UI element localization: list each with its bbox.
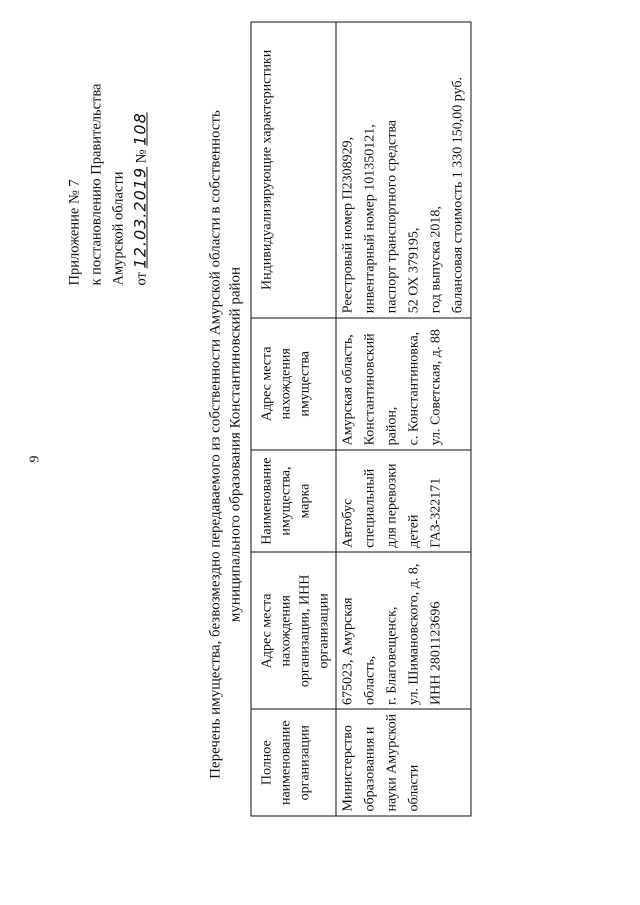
cell-line: район, [384, 406, 400, 446]
cell-line: ул. Советская, д. 88 [428, 329, 444, 446]
cell-line: балансовая стоимость 1 330 150,00 руб. [450, 76, 466, 314]
annex-block [64, 84, 153, 286]
cell-property-name [336, 450, 471, 552]
property-table [251, 22, 472, 817]
cell-line: Амурская область, [340, 334, 356, 446]
cell-line: детей [406, 514, 422, 548]
cell-line: области [406, 764, 422, 812]
header-characteristics: Индивидуализирующие характеристики [251, 22, 336, 318]
header-property-name: Наименование имущества, марка [251, 450, 336, 552]
cell-characteristics [336, 22, 471, 318]
header-org-address: Адрес места нахождения организации, ИНН организации [251, 552, 336, 709]
annex-line-3: Амурской области [110, 171, 127, 286]
cell-line: область, [362, 655, 378, 705]
table-row [336, 22, 471, 816]
title-line-2: муниципального образования Константиновский район [227, 266, 244, 623]
table-header-row [251, 22, 336, 816]
document-title [206, 85, 246, 805]
cell-line: образования и [362, 726, 378, 812]
cell-line: ул. Шимановского, д. 8, [406, 563, 422, 705]
title-line-1: Перечень имущества, безвозмездно передаваемого из собственности Амурской области в собственность [207, 110, 224, 779]
cell-line: 52 ОХ 379195, [406, 227, 422, 314]
cell-property-address [336, 318, 471, 450]
annex-number-value: 108 [130, 112, 150, 146]
cell-line: паспорт транспортного средства [384, 119, 400, 314]
cell-line: год выпуска 2018, [428, 206, 444, 314]
cell-line: Министерство [340, 725, 356, 812]
cell-line: ИНН 2801123696 [428, 601, 444, 705]
cell-org-address [336, 552, 471, 709]
cell-line: г. Благовещенск, [384, 606, 400, 705]
annex-date-prefix: от [133, 272, 150, 286]
rotated-page [1, 0, 640, 905]
header-property-address: Адрес места нахождения имущества [251, 318, 336, 450]
cell-line: для перевозки [384, 463, 400, 548]
cell-org-name [336, 709, 471, 816]
cell-line: Автобус [340, 498, 356, 548]
header-org-name: Полное наименование организации [251, 709, 336, 816]
cell-line: инвентарный номер 101350121, [362, 124, 378, 314]
cell-line: Реестровый номер П2308929, [340, 136, 356, 314]
cell-line: специальный [362, 468, 378, 548]
annex-date-value: 12.03.2019 [130, 166, 150, 269]
cell-line: ГАЗ-322171 [428, 477, 444, 548]
cell-line: 675023, Амурская [340, 597, 356, 705]
annex-date-line [130, 84, 153, 286]
annex-number-label: № [133, 149, 150, 164]
cell-line: науки Амурской [384, 713, 400, 812]
annex-line-2: к постановлению Правительства [88, 83, 105, 286]
cell-line: с. Константиновка, [406, 331, 422, 446]
annex-line-1: Приложение № 7 [66, 179, 83, 286]
cell-line: Константиновский [362, 333, 378, 446]
page-number: 9 [27, 455, 43, 463]
